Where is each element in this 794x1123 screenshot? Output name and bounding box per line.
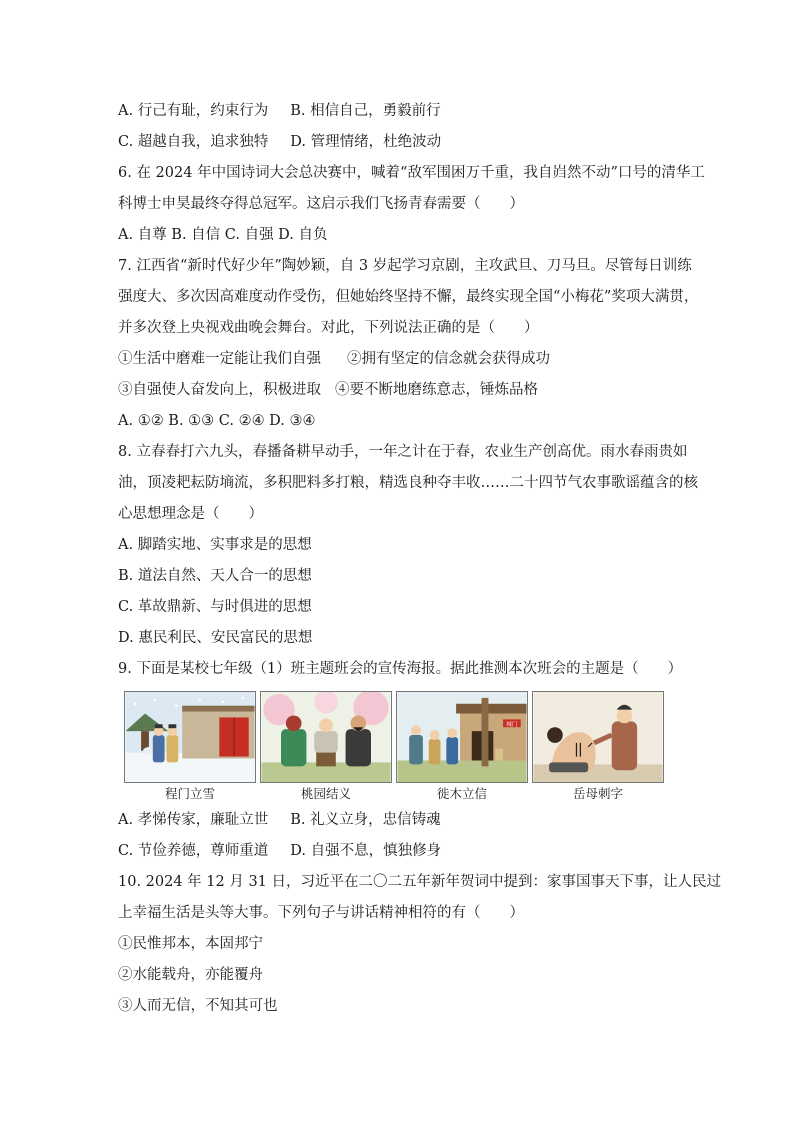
- q5-options-row-2: [118, 127, 688, 158]
- peach-garden-illustration: [260, 691, 392, 783]
- tattoo-scene-illustration: [532, 691, 664, 783]
- q7-statement-2: ②拥有坚定的信念就会获得成功: [347, 351, 550, 367]
- q7-stem-line-1: 7. 江西省“新时代好少年”陶妙颖，自 3 岁起学习京剧，主攻武旦、刀马旦。尽管每日训练: [118, 258, 692, 274]
- q10-statement-2: ②水能载舟，亦能覆舟: [118, 967, 263, 983]
- q10-statement-3: ③人而无信，不知其可也: [118, 998, 278, 1014]
- q7-statement-1: ①生活中磨难一定能让我们自强: [118, 351, 321, 367]
- panel-tao-yuan-jie-yi: [260, 691, 392, 805]
- exam-page: [118, 96, 722, 1022]
- q7-statements-row-2: [118, 375, 688, 406]
- q6-stem-line-2: 科博士申昊最终夺得总冠军。这启示我们飞扬青春需要（ ）: [118, 196, 524, 212]
- q8-option-c: C. 革故鼎新、与时俱进的思想: [118, 599, 312, 615]
- q10-statement-1: ①民惟邦本，本固邦宁: [118, 936, 263, 952]
- q5-option-c: C. 超越自我，追求独特: [118, 134, 269, 150]
- q7-options: A. ①② B. ①③ C. ②④ D. ③④: [118, 413, 316, 429]
- q8-stem-line-3: 心思想理念是（ ）: [118, 506, 263, 522]
- q7-statement-3: ③自强使人奋发向上，积极进取: [118, 382, 321, 398]
- q5-options-row-1: [118, 96, 688, 127]
- panel-caption: 桃园结义: [300, 786, 351, 801]
- q10-stem-line-1: 10. 2024 年 12 月 31 日，习近平在二〇二五年新年贺词中提到：家事国事天下事，让人民过: [118, 874, 722, 890]
- q9-option-c: C. 节俭养德，尊师重道: [118, 843, 269, 859]
- q5-option-a: A. 行己有耻，约束行为: [118, 103, 269, 119]
- q9-stem-line-1: 9. 下面是某校七年级（1）班主题班会的宣传海报。据此推测本次班会的主题是（ ）: [118, 661, 683, 677]
- q5-option-b: B. 相信自己，勇毅前行: [290, 103, 441, 119]
- q8-option-a: A. 脚踏实地、实事求是的思想: [118, 537, 312, 553]
- city-gate-illustration: [396, 691, 528, 783]
- q7-stem-line-3: 并多次登上央视戏曲晚会舞台。对此，下列说法正确的是（ ）: [118, 320, 539, 336]
- q7-stem-line-2: 强度大、多次因高难度动作受伤，但她始终坚持不懈，最终实现全国“小梅花”奖项大满贯，: [118, 289, 699, 305]
- q9-option-b: B. 礼义立身，忠信铸魂: [290, 812, 441, 828]
- panel-caption: 程门立雪: [164, 786, 215, 801]
- q6-stem-line-1: 6. 在 2024 年中国诗词大会总决赛中，喊着“敌军围困万千重，我自岿然不动”口号的清华工: [118, 165, 705, 181]
- panel-xi-mu-li-xin: [396, 691, 528, 805]
- q8-option-d: D. 惠民利民、安民富民的思想: [118, 630, 313, 646]
- q7-statements-row-1: [118, 344, 688, 375]
- q5-option-d: D. 管理情绪，杜绝波动: [290, 134, 442, 150]
- q9-options-row-1: [118, 805, 688, 836]
- gate-sign: 城门: [506, 721, 518, 728]
- snow-scene-illustration: [124, 691, 256, 783]
- q8-stem-line-2: 油，顶凌耙耘防墒流，多积肥料多打粮，精选良种夺丰收……二十四节气农事歌谣蕴含的核: [118, 475, 698, 491]
- q8-option-b: B. 道法自然、天人合一的思想: [118, 568, 312, 584]
- q8-stem-line-1: 8. 立春春打六九头，春播备耕早动手，一年之计在于春，农业生产创高优。雨水春雨贵如: [118, 444, 688, 460]
- poster-panels: [124, 691, 688, 805]
- q7-statement-4: ④要不断地磨练意志，锤炼品格: [335, 382, 538, 398]
- panel-cheng-men-li-xue: [124, 691, 256, 805]
- q9-options-row-2: [118, 836, 688, 867]
- panel-caption: 徙木立信: [436, 786, 487, 801]
- q6-options: A. 自尊 B. 自信 C. 自强 D. 自负: [118, 227, 328, 243]
- q9-option-d: D. 自强不息，慎独修身: [290, 843, 442, 859]
- panel-yue-mu-ci-zi: [532, 691, 664, 805]
- q9-option-a: A. 孝悌传家，廉耻立世: [118, 812, 269, 828]
- panel-caption: 岳母刺字: [572, 786, 623, 801]
- q10-stem-line-2: 上幸福生活是头等大事。下列句子与讲话精神相符的有（ ）: [118, 905, 524, 921]
